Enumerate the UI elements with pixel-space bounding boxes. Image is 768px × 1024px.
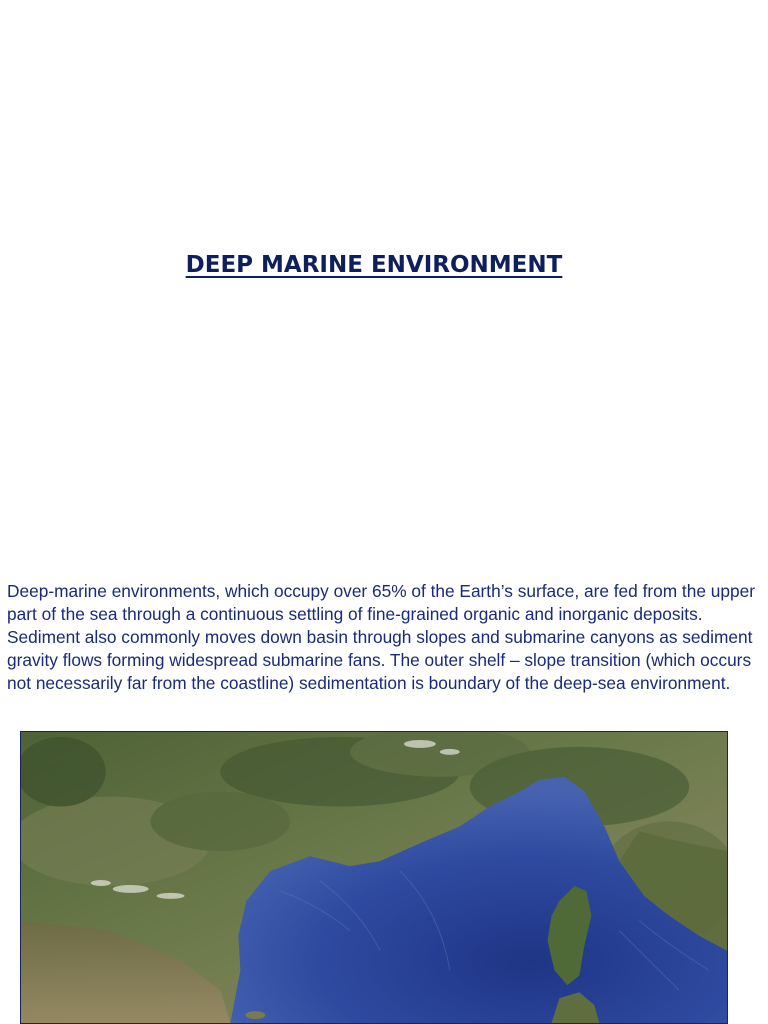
- body-paragraph: Deep-marine environments, which occupy over 65% of the Earth’s surface, are fed from the upper part of the sea through a continuous settling of fine-grained organic and inorganic deposits. Sediment also commonly moves down basin through slopes and submarine canyons as sediment gravity flows forming widespread submarine fans. The outer shelf – slope transition (which occurs not necessarily far from the coastline) sedimentation is boundary of the deep-sea environment.: [7, 581, 755, 693]
- satellite-map-image: [20, 731, 728, 1024]
- mediterranean-satellite-illustration: [21, 732, 727, 1023]
- page-title: DEEP MARINE ENVIRONMENT: [185, 252, 563, 278]
